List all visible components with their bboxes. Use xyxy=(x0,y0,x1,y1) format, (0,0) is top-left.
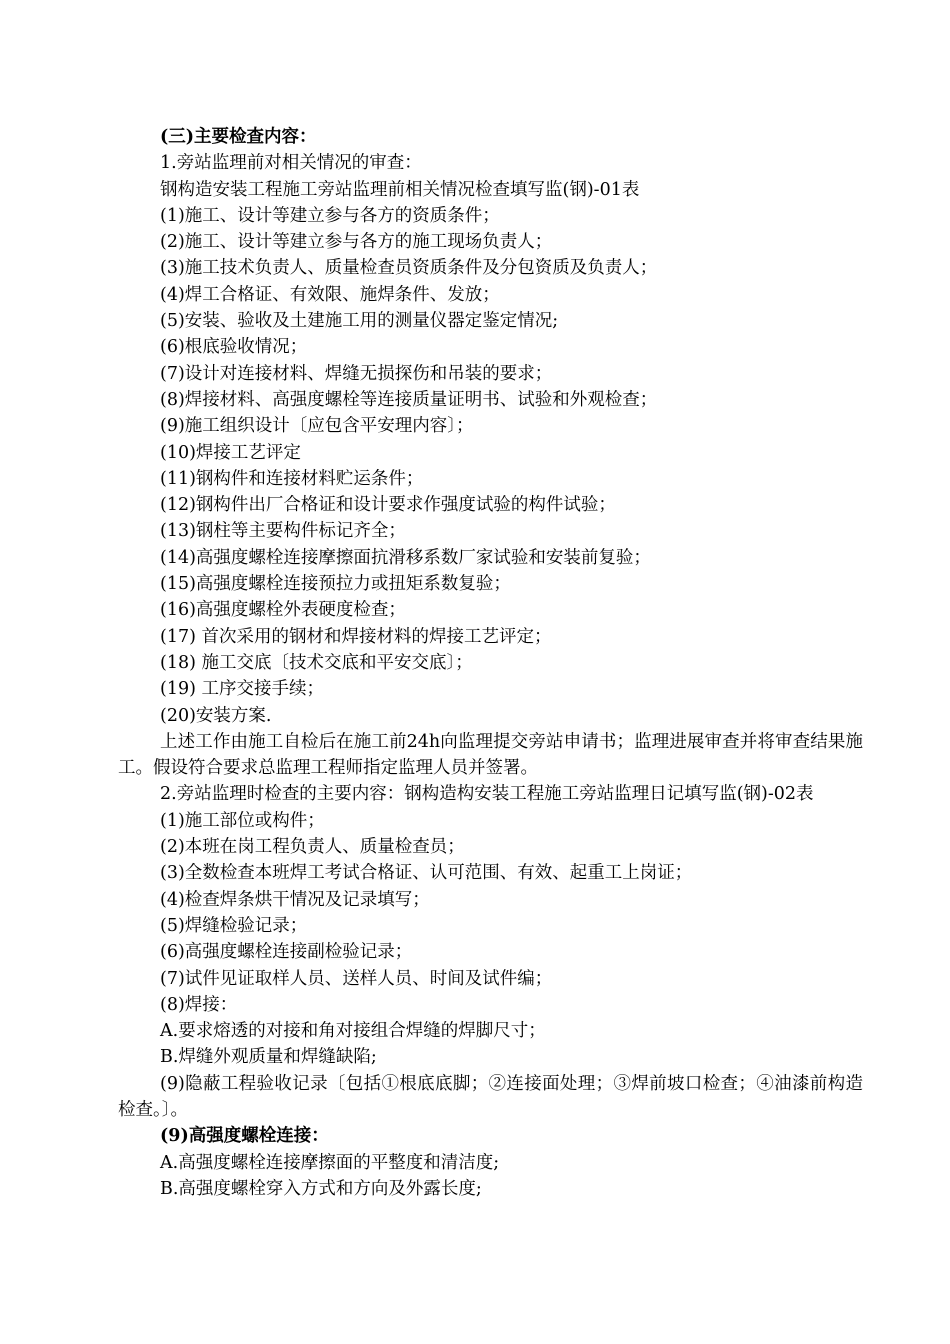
body-paragraph: (9)隐蔽工程验收记录〔包括①根底底脚；②连接面处理；③焊前坡口检查；④油漆前构造检查。〕。 xyxy=(118,1073,863,1120)
body-paragraph: (17) 首次采用的钢材和焊接材料的焊接工艺评定； xyxy=(160,626,552,647)
body-paragraph: (16)高强度螺栓外表硬度检查； xyxy=(160,600,406,621)
body-paragraph: (5)焊缝检验记录； xyxy=(160,915,308,936)
body-paragraph: B.高强度螺栓穿入方式和方向及外露长度; xyxy=(160,1178,482,1199)
body-paragraph: (19) 工序交接手续； xyxy=(160,679,324,700)
body-paragraph: 2.旁站监理时检查的主要内容：钢构造构安装工程施工旁站监理日记填写监(钢)-02表 xyxy=(160,784,814,805)
body-paragraph: (11)钢构件和连接材料贮运条件； xyxy=(160,468,424,489)
document-body xyxy=(118,124,863,1202)
body-paragraph: (10)焊接工艺评定 xyxy=(160,442,301,463)
body-paragraph: 上述工作由施工自检后在施工前24h向监理提交旁站申请书；监理进展审查并将审查结果施工。假设符合要求总监理工程师指定监理人员并签署。 xyxy=(118,731,863,779)
body-paragraph: (15)高强度螺栓连接预拉力或扭矩系数复验； xyxy=(160,574,511,595)
body-paragraph: (8)焊接： xyxy=(160,994,238,1015)
body-paragraph: (12)钢构件出厂合格证和设计要求作强度试验的构件试验； xyxy=(160,495,616,516)
body-paragraph: 钢构造安装工程施工旁站监理前相关情况检查填写监(钢)-01表 xyxy=(160,179,640,200)
body-paragraph: (14)高强度螺栓连接摩擦面抗滑移系数厂家试验和安装前复验； xyxy=(160,547,651,568)
section-heading: (9)高强度螺栓连接： xyxy=(160,1126,329,1147)
body-paragraph: A.高强度螺栓连接摩擦面的平整度和清洁度; xyxy=(160,1152,500,1173)
body-paragraph: (6)根底验收情况； xyxy=(160,337,308,358)
body-paragraph: (20)安装方案. xyxy=(160,705,272,726)
body-paragraph: (2)施工、设计等建立参与各方的施工现场负责人； xyxy=(160,232,553,253)
body-paragraph: (4)焊工合格证、有效限、施焊条件、发放； xyxy=(160,284,500,305)
body-paragraph: (8)焊接材料、高强度螺栓等连接质量证明书、试验和外观检查； xyxy=(160,389,658,410)
body-paragraph: (3)施工技术负责人、质量检查员资质条件及分包资质及负责人； xyxy=(160,258,658,279)
body-paragraph: (9)施工组织设计〔应包含平安理内容〕； xyxy=(160,416,474,437)
body-paragraph: 1.旁站监理前对相关情况的审查： xyxy=(160,153,422,174)
body-paragraph: (1)施工、设计等建立参与各方的资质条件； xyxy=(160,205,500,226)
body-paragraph: (3)全数检查本班焊工考试合格证、认可范围、有效、起重工上岗证； xyxy=(160,863,693,884)
body-paragraph: (6)高强度螺栓连接副检验记录； xyxy=(160,942,413,963)
body-paragraph: B.焊缝外观质量和焊缝缺陷; xyxy=(160,1047,377,1068)
body-paragraph: A.要求熔透的对接和角对接组合焊缝的焊脚尺寸； xyxy=(160,1021,546,1042)
body-paragraph: (13)钢柱等主要构件标记齐全； xyxy=(160,521,406,542)
body-paragraph: (7)设计对连接材料、焊缝无损探伤和吊装的要求； xyxy=(160,363,553,384)
body-paragraph: (1)施工部位或构件； xyxy=(160,810,325,831)
body-paragraph: (2)本班在岗工程负责人、质量检查员； xyxy=(160,837,465,858)
section-heading: (三)主要检查内容： xyxy=(160,127,317,147)
body-paragraph: (18) 施工交底〔技术交底和平安交底〕； xyxy=(160,652,473,673)
body-paragraph: (7)试件见证取样人员、送样人员、时间及试件编； xyxy=(160,968,553,989)
body-paragraph: (5)安装、验收及土建施工用的测量仪器定鉴定情况; xyxy=(160,311,559,332)
body-paragraph: (4)检查焊条烘干情况及记录填写； xyxy=(160,889,430,910)
